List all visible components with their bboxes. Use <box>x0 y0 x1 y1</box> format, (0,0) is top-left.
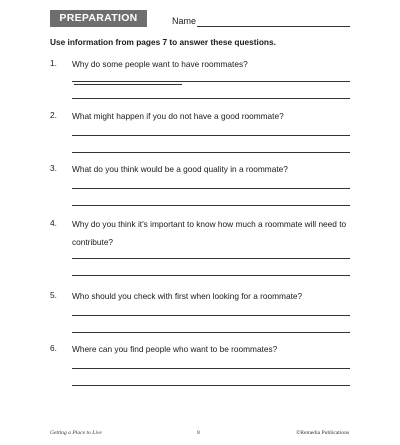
answer-line[interactable] <box>72 385 350 386</box>
question-number: 4. <box>50 218 57 228</box>
answer-line[interactable] <box>72 135 350 136</box>
answer-line[interactable] <box>72 275 350 276</box>
footer-book-title: Getting a Place to Live <box>50 430 102 436</box>
answer-line[interactable] <box>72 188 350 189</box>
footer-publisher: ©Remedia Publications <box>296 430 350 436</box>
answer-line[interactable] <box>72 368 350 369</box>
question-text: What do you think would be a good quality in a roommate? <box>72 163 288 174</box>
question-text: Why do you think it's important to know how much a roommate will need to contribute? <box>72 218 347 247</box>
name-answer-line[interactable] <box>197 26 350 27</box>
question-text: Where can you find people who want to be roommates? <box>72 343 278 354</box>
answer-line[interactable] <box>72 205 350 206</box>
question-text: Who should you check with first when looking for a roommate? <box>72 290 303 301</box>
name-field[interactable] <box>172 15 350 29</box>
name-label: Name <box>172 16 197 26</box>
question-number: 3. <box>50 163 57 173</box>
question-number: 2. <box>50 110 57 120</box>
section-badge: PREPARATION <box>50 10 147 27</box>
answer-line[interactable] <box>72 81 350 82</box>
question-text: What might happen if you do not have a good roommate? <box>72 110 284 121</box>
instructions: Use information from pages 7 to answer these questions. <box>50 37 276 47</box>
inline-answer-line[interactable] <box>74 75 182 85</box>
question-text: Why do some people want to have roommates? <box>72 55 350 91</box>
footer-page-number: 8 <box>197 430 200 436</box>
answer-line[interactable] <box>72 332 350 333</box>
answer-line[interactable] <box>72 258 350 259</box>
question-number: 5. <box>50 290 57 300</box>
answer-line[interactable] <box>72 152 350 153</box>
question-number: 1. <box>50 58 57 68</box>
question-number: 6. <box>50 343 57 353</box>
answer-line[interactable] <box>72 98 350 99</box>
answer-line[interactable] <box>72 315 350 316</box>
